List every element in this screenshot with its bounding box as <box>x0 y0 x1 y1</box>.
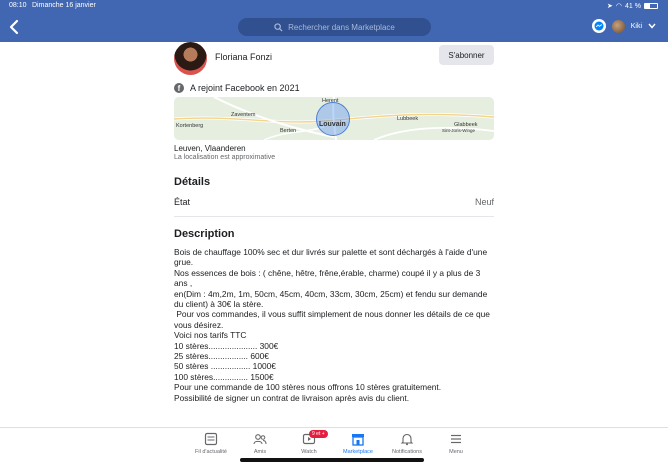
location-map[interactable] <box>174 97 494 140</box>
search-input[interactable] <box>238 18 431 36</box>
friends-icon <box>253 432 267 446</box>
messenger-icon <box>594 21 604 31</box>
wifi-icon: ◠ <box>615 3 623 10</box>
condition-value: Neuf <box>474 197 494 207</box>
battery-percent: 41 % <box>625 2 641 10</box>
nav-bar <box>0 12 668 42</box>
chevron-down-icon[interactable] <box>648 23 656 29</box>
status-right <box>607 2 658 10</box>
tab-marketplace[interactable] <box>330 432 386 455</box>
description-text: Bois de chauffage 100% sec et dur livrés sur palette et sont déchargés à l'aide d'une grue. Nos essences de bois : ( chêne, hêtre, frêne,érable, charme) coupé il y a plus de 3 ans , en(Dim : 4m,2m, 1m, 50cm, 45cm, 40cm, 33cm, 30cm, 25cm) et fendu sur demande du client) à 30€ la stère. Pour vos commandes, il vous suffit simplement de nous donner les détails de ce que vous désirez. Voici nos tarifs TTC 10 stères..................... 300€ 25 stères................. 600€ 50 stères ................. 1000€ 100 stères............... 1500€ Pour une commande de 100 stères nous offrons 10 stères gratuitement. Possibilité de signer un contrat de livraison après avis du client. <box>174 247 490 403</box>
tab-label: Notifications <box>392 449 422 455</box>
watch-badge: 9 et + <box>309 430 328 438</box>
joined-text: A rejoint Facebook en 2021 <box>190 83 300 93</box>
tab-menu[interactable] <box>428 432 484 455</box>
tab-label: Fil d'actualité <box>195 449 227 455</box>
details-heading: Détails <box>174 176 211 188</box>
map-label: Louvain <box>319 121 346 128</box>
map-label: Zaventem <box>231 112 256 118</box>
condition-label: État <box>174 197 191 207</box>
home-indicator[interactable] <box>240 458 424 462</box>
status-time: 08:10 <box>9 2 27 9</box>
search-icon <box>274 23 283 32</box>
facebook-icon: f <box>174 83 184 93</box>
chevron-left-icon <box>7 18 21 36</box>
follow-button[interactable]: S'abonner <box>439 45 494 65</box>
map-label: Herent <box>322 98 339 104</box>
map-label: Glabbeek <box>454 122 478 128</box>
tab-label: Marketplace <box>343 449 373 455</box>
user-avatar[interactable] <box>612 20 625 33</box>
location-note: La localisation est approximative <box>174 154 276 161</box>
map-label: Lubbeek <box>397 116 419 122</box>
tab-label: Watch <box>301 449 317 455</box>
status-bar <box>0 0 668 12</box>
tab-label: Menu <box>449 449 463 455</box>
tab-watch[interactable] <box>281 432 337 455</box>
seller-row <box>174 42 494 72</box>
seller-name[interactable]: Floriana Fonzi <box>215 52 273 62</box>
user-name[interactable]: Kiki <box>630 22 642 30</box>
map-label: Sint-Joris-Winge <box>442 128 476 133</box>
tab-notifications[interactable] <box>379 432 435 455</box>
tab-label: Amis <box>253 449 267 455</box>
map-label: Berten <box>280 128 297 134</box>
watch-icon <box>302 431 325 446</box>
menu-icon <box>449 432 463 446</box>
marketplace-icon <box>351 432 365 446</box>
joined-row <box>174 83 300 93</box>
battery-icon <box>644 3 658 9</box>
divider <box>174 216 494 217</box>
map-label: Kortenberg <box>176 123 204 129</box>
nav-right <box>592 19 656 33</box>
seller-avatar[interactable] <box>174 42 207 75</box>
news-feed-icon <box>204 432 218 446</box>
messenger-button[interactable] <box>592 19 606 33</box>
location-arrow-icon: ➤ <box>607 3 613 10</box>
back-button[interactable] <box>7 18 21 36</box>
location-city: Leuven, Vlaanderen <box>174 144 246 153</box>
description-heading: Description <box>174 228 235 240</box>
approx-location-circle <box>316 102 350 136</box>
tab-friends[interactable] <box>232 432 288 455</box>
search-placeholder: Rechercher dans Marketplace <box>288 22 395 32</box>
status-date: Dimanche 16 janvier <box>32 2 96 9</box>
tab-news-feed[interactable] <box>183 432 239 455</box>
bell-icon <box>400 432 414 446</box>
